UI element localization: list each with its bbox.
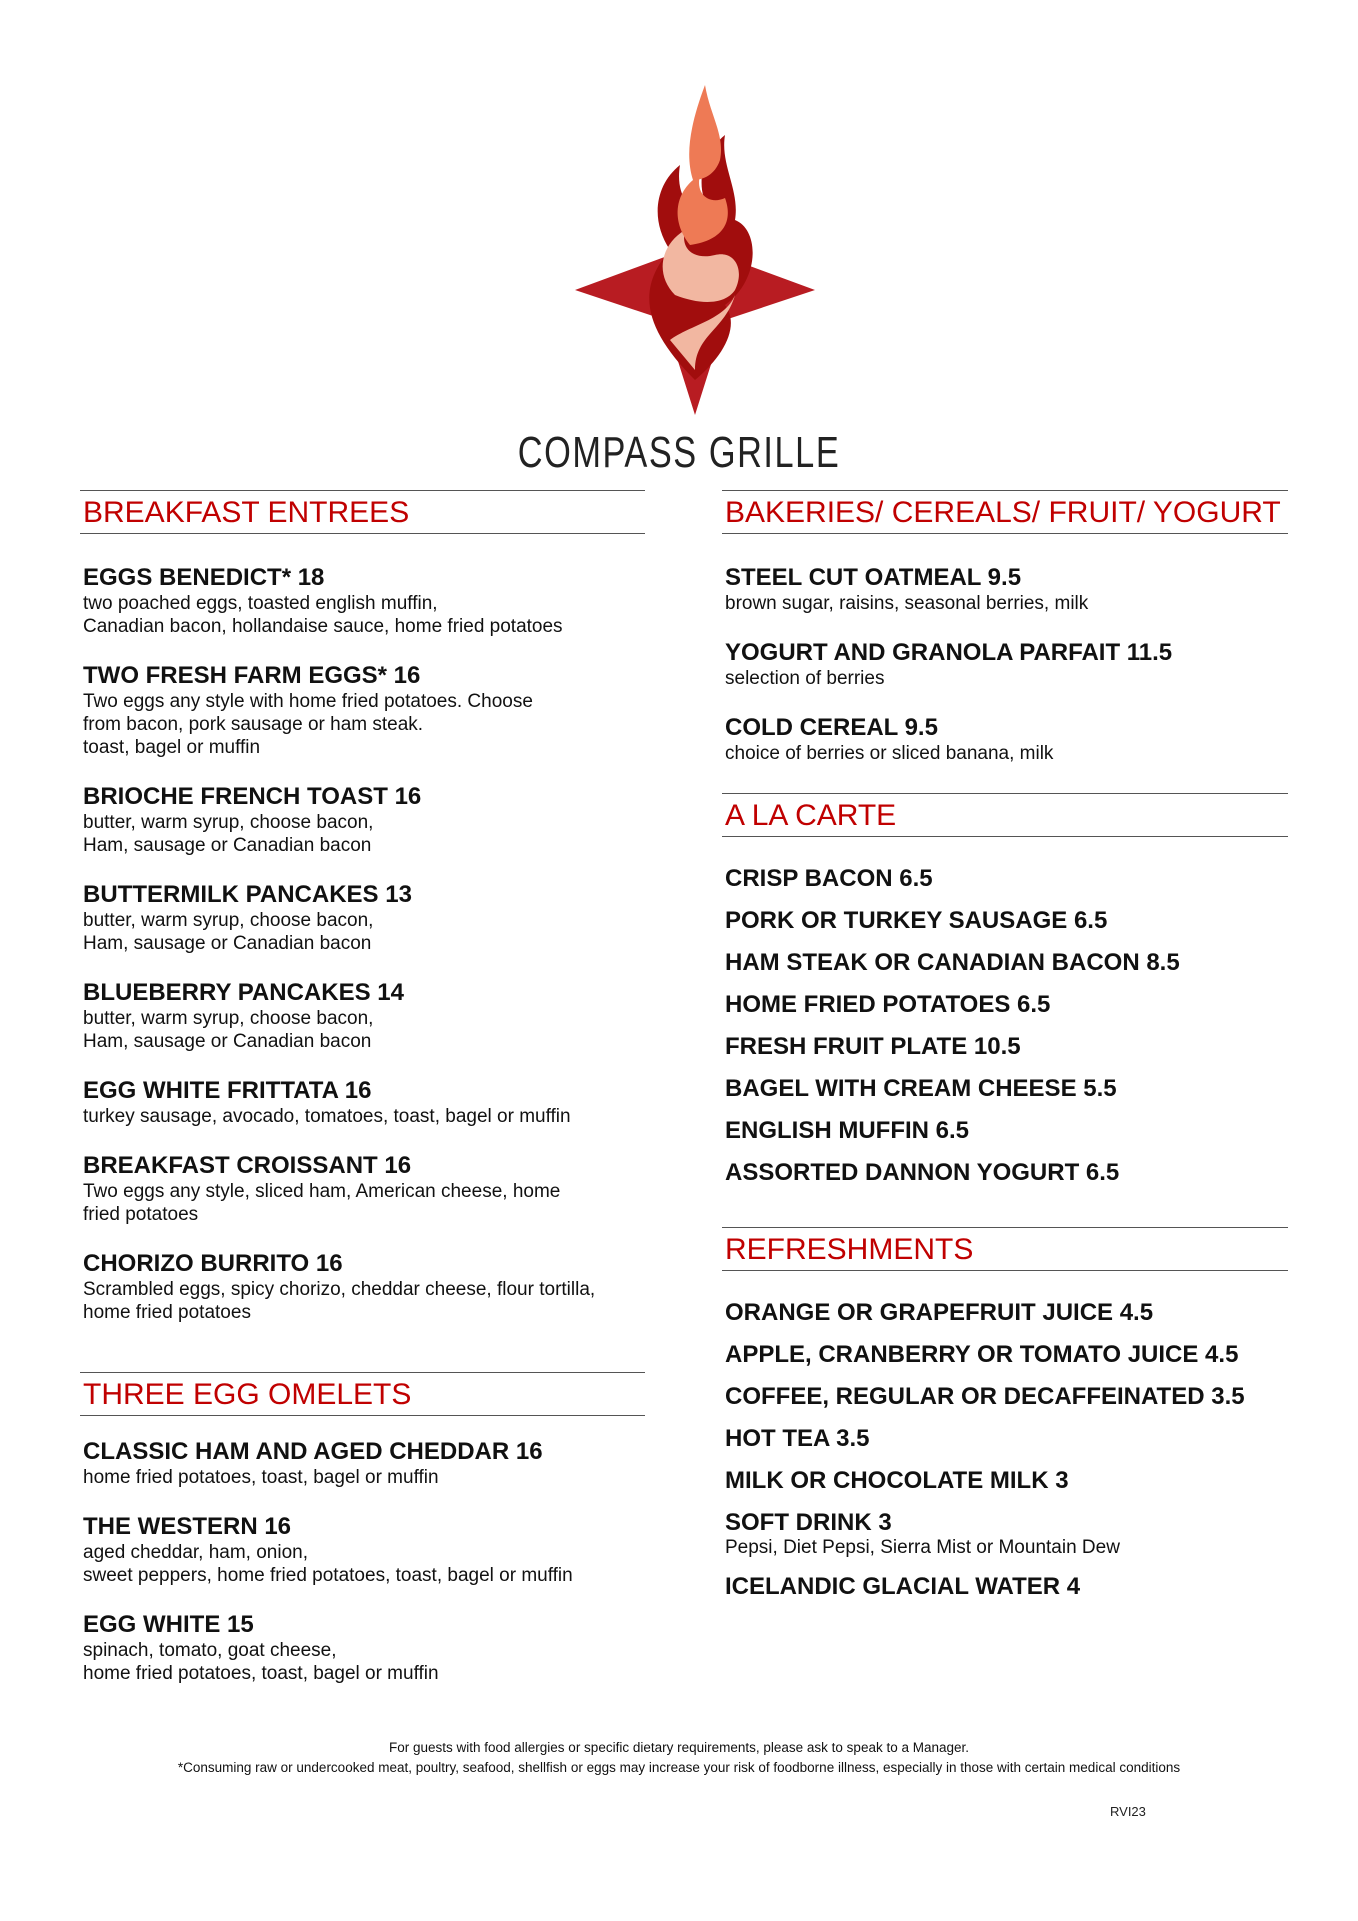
footer-notes <box>0 1738 1358 1778</box>
item-desc: Scrambled eggs, spicy chorizo, cheddar cheese, flour tortilla, home fried potatoes <box>83 1279 596 1323</box>
compass-grille-flame-logo <box>575 80 815 415</box>
menu-item-two-fresh-farm-eggs <box>80 662 645 759</box>
refreshment-item: COFFEE, REGULAR OR DECAFFEINATED 3.5 <box>725 1383 1245 1410</box>
section-header-bakeries: BAKERIES/ CEREALS/ FRUIT/ YOGURT <box>722 490 1288 534</box>
item-name: BUTTERMILK PANCAKES 13 <box>83 881 412 908</box>
item-name: BREAKFAST CROISSANT 16 <box>83 1152 412 1179</box>
item-name: BRIOCHE FRENCH TOAST 16 <box>83 783 422 810</box>
refreshment-item: ORANGE OR GRAPEFRUIT JUICE 4.5 <box>725 1299 1154 1326</box>
section-header-three-egg-omelets: THREE EGG OMELETS <box>80 1372 645 1416</box>
menu-item-blueberry-pancakes <box>80 979 645 1053</box>
menu-item-steel-cut-oatmeal <box>722 564 1288 615</box>
item-name: THE WESTERN 16 <box>83 1513 292 1540</box>
carte-item: HAM STEAK OR CANADIAN BACON 8.5 <box>725 949 1180 976</box>
refreshment-item: SOFT DRINK 3 <box>725 1509 892 1536</box>
menu-code: RVI23 <box>1110 1804 1146 1819</box>
menu-item-the-western <box>80 1513 645 1587</box>
item-desc: two poached eggs, toasted english muffin, Canadian bacon, hollandaise sauce, home fried potatoes <box>83 593 563 637</box>
item-desc: butter, warm syrup, choose bacon, Ham, sausage or Canadian bacon <box>83 1008 374 1052</box>
menu-item-breakfast-croissant <box>80 1152 645 1226</box>
menu-item-classic-ham-cheddar <box>80 1438 645 1489</box>
refreshment-item: APPLE, CRANBERRY OR TOMATO JUICE 4.5 <box>725 1341 1239 1368</box>
item-name: EGG WHITE FRITTATA 16 <box>83 1077 372 1104</box>
item-name: EGG WHITE 15 <box>83 1611 254 1638</box>
item-name: EGGS BENEDICT* 18 <box>83 564 325 591</box>
menu-item-egg-white-omelet <box>80 1611 645 1685</box>
menu-item-chorizo-burrito <box>80 1250 645 1324</box>
item-name: BLUEBERRY PANCAKES 14 <box>83 979 404 1006</box>
menu-item-eggs-benedict <box>80 564 645 638</box>
right-column <box>722 490 1288 1615</box>
allergy-note: For guests with food allergies or specific dietary requirements, please ask to speak to a Manager. <box>388 1740 970 1755</box>
carte-item: BAGEL WITH CREAM CHEESE 5.5 <box>725 1075 1117 1102</box>
item-name: COLD CEREAL 9.5 <box>725 714 938 741</box>
item-name: CLASSIC HAM AND AGED CHEDDAR 16 <box>83 1438 543 1465</box>
brand-name: COMPASS GRILLE <box>517 428 841 477</box>
item-desc: choice of berries or sliced banana, milk <box>725 743 1054 764</box>
section-header-a-la-carte: A LA CARTE <box>722 793 1288 837</box>
item-name: YOGURT AND GRANOLA PARFAIT 11.5 <box>725 639 1173 666</box>
menu-item-cold-cereal <box>722 714 1288 765</box>
menu-item-egg-white-frittata <box>80 1077 645 1128</box>
carte-item: PORK OR TURKEY SAUSAGE 6.5 <box>725 907 1108 934</box>
item-desc: spinach, tomato, goat cheese, home fried potatoes, toast, bagel or muffin <box>83 1640 439 1684</box>
refreshment-item: MILK OR CHOCOLATE MILK 3 <box>725 1467 1069 1494</box>
item-desc: brown sugar, raisins, seasonal berries, milk <box>725 593 1089 614</box>
item-name: STEEL CUT OATMEAL 9.5 <box>725 564 1022 591</box>
item-name: TWO FRESH FARM EGGS* 16 <box>83 662 421 689</box>
logo-flame-tip <box>689 85 721 180</box>
item-desc: butter, warm syrup, choose bacon, Ham, sausage or Canadian bacon <box>83 910 374 954</box>
menu-item-buttermilk-pancakes <box>80 881 645 955</box>
refreshment-item: HOT TEA 3.5 <box>725 1425 870 1452</box>
carte-item: ASSORTED DANNON YOGURT 6.5 <box>725 1159 1120 1186</box>
soft-drink-desc: Pepsi, Diet Pepsi, Sierra Mist or Mountain Dew <box>725 1537 1120 1558</box>
item-name: CHORIZO BURRITO 16 <box>83 1250 343 1277</box>
left-column <box>80 490 645 1709</box>
item-desc: turkey sausage, avocado, tomatoes, toast, bagel or muffin <box>83 1106 571 1127</box>
section-header-breakfast-entrees: BREAKFAST ENTREES <box>80 490 645 534</box>
carte-item: ENGLISH MUFFIN 6.5 <box>725 1117 970 1144</box>
section-header-refreshments: REFRESHMENTS <box>722 1227 1288 1271</box>
carte-item: HOME FRIED POTATOES 6.5 <box>725 991 1051 1018</box>
refreshment-item: ICELANDIC GLACIAL WATER 4 <box>725 1573 1081 1600</box>
menu-item-brioche-french-toast <box>80 783 645 857</box>
item-desc: butter, warm syrup, choose bacon, Ham, sausage or Canadian bacon <box>83 812 374 856</box>
item-desc: home fried potatoes, toast, bagel or muffin <box>83 1467 439 1488</box>
item-desc: Two eggs any style, sliced ham, American cheese, home fried potatoes <box>83 1181 561 1225</box>
carte-item: FRESH FRUIT PLATE 10.5 <box>725 1033 1021 1060</box>
item-desc: selection of berries <box>725 668 885 689</box>
menu-item-yogurt-granola-parfait <box>722 639 1288 690</box>
item-desc: aged cheddar, ham, onion, sweet peppers, home fried potatoes, toast, bagel or muffin <box>83 1542 573 1586</box>
raw-food-warning: *Consuming raw or undercooked meat, poultry, seafood, shellfish or eggs may increase your risk of foodborne illness, especially in those with certain medical conditions <box>177 1760 1181 1775</box>
item-desc: Two eggs any style with home fried potatoes. Choose from bacon, pork sausage or ham steak. toast, bagel or muffin <box>83 691 533 758</box>
carte-item: CRISP BACON 6.5 <box>725 865 933 892</box>
